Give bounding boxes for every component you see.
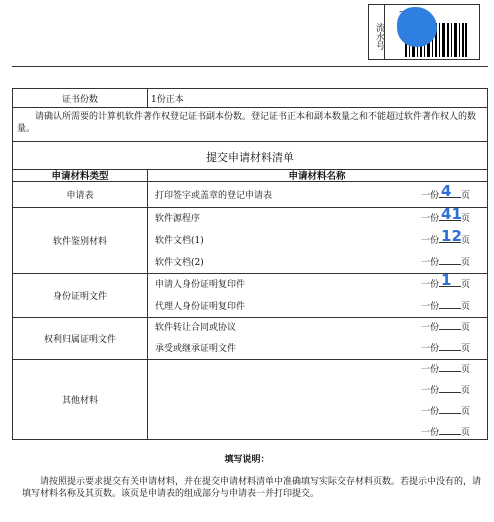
notes-body: 请按照提示要求提交有关申请材料，并在提交申请材料清单中准确填写实际交存材料页数。若提示中没有的，请填写材料名称及其页数。该页是申请表的组成部分与申请表一并打印提交。 [22,477,482,499]
material-name: 承受或继承证明文件 [155,344,237,354]
page-count: 一份 4 页 [421,182,471,201]
material-name: 申请人身份证明复印件 [155,280,246,290]
redaction-mark [397,7,437,47]
page-count: 一份 1 页 [421,271,471,290]
page-count: 一份 页 [421,425,470,438]
page-count: 一份 12 页 [421,227,471,246]
handwritten-page-count: 1 [441,271,452,289]
material-name: 打印签字或盖章的登记申请表 [155,191,273,201]
handwritten-page-count: 41 [441,205,462,223]
group-type-label: 申请表 [66,190,94,201]
column-header-name: 申请材料名称 [288,171,346,182]
page-count: 一份 页 [421,362,470,375]
handwritten-page-count: 12 [441,227,462,245]
group-type-label: 其他材料 [61,395,98,406]
handwritten-page-count: 4 [441,182,452,200]
page-count: 一份 页 [421,341,470,354]
page-count: 一份 页 [421,404,470,417]
group-type-label: 软件鉴别材料 [52,236,107,247]
page-count: 一份 页 [421,383,470,396]
serial-label: 流水号 [369,5,385,59]
group-type-label: 身份证明文件 [52,291,107,302]
material-name: 软件源程序 [155,214,201,224]
copies-instruction: 请确认所需要的计算机软件著作权登记证书副本份数。登记证书正本和副本数量之和不能超过软件著作权人的数量。 [17,112,477,134]
copies-value: 1份正本 [151,94,184,105]
application-checklist-form [12,88,488,440]
notes-title: 填写说明： [224,455,270,465]
material-name: 代理人身份证明复印件 [155,302,246,312]
page-count: 一份 页 [421,320,470,333]
copies-label: 证书份数 [61,94,98,105]
page-count: 一份 41 页 [421,205,471,224]
checklist-title: 提交申请材料清单 [206,151,294,164]
material-name: 软件转让合同或协议 [155,323,237,333]
page-count: 一份 页 [421,255,470,268]
column-header-type: 申请材料类型 [51,171,109,182]
serial-number-box [368,4,480,60]
header-divider [12,66,488,67]
material-name: 软件文档(2) [155,258,204,268]
group-type-label: 权利归属证明文件 [43,334,116,345]
page-count: 一份 页 [421,299,470,312]
material-name: 软件文档(1) [155,236,204,246]
